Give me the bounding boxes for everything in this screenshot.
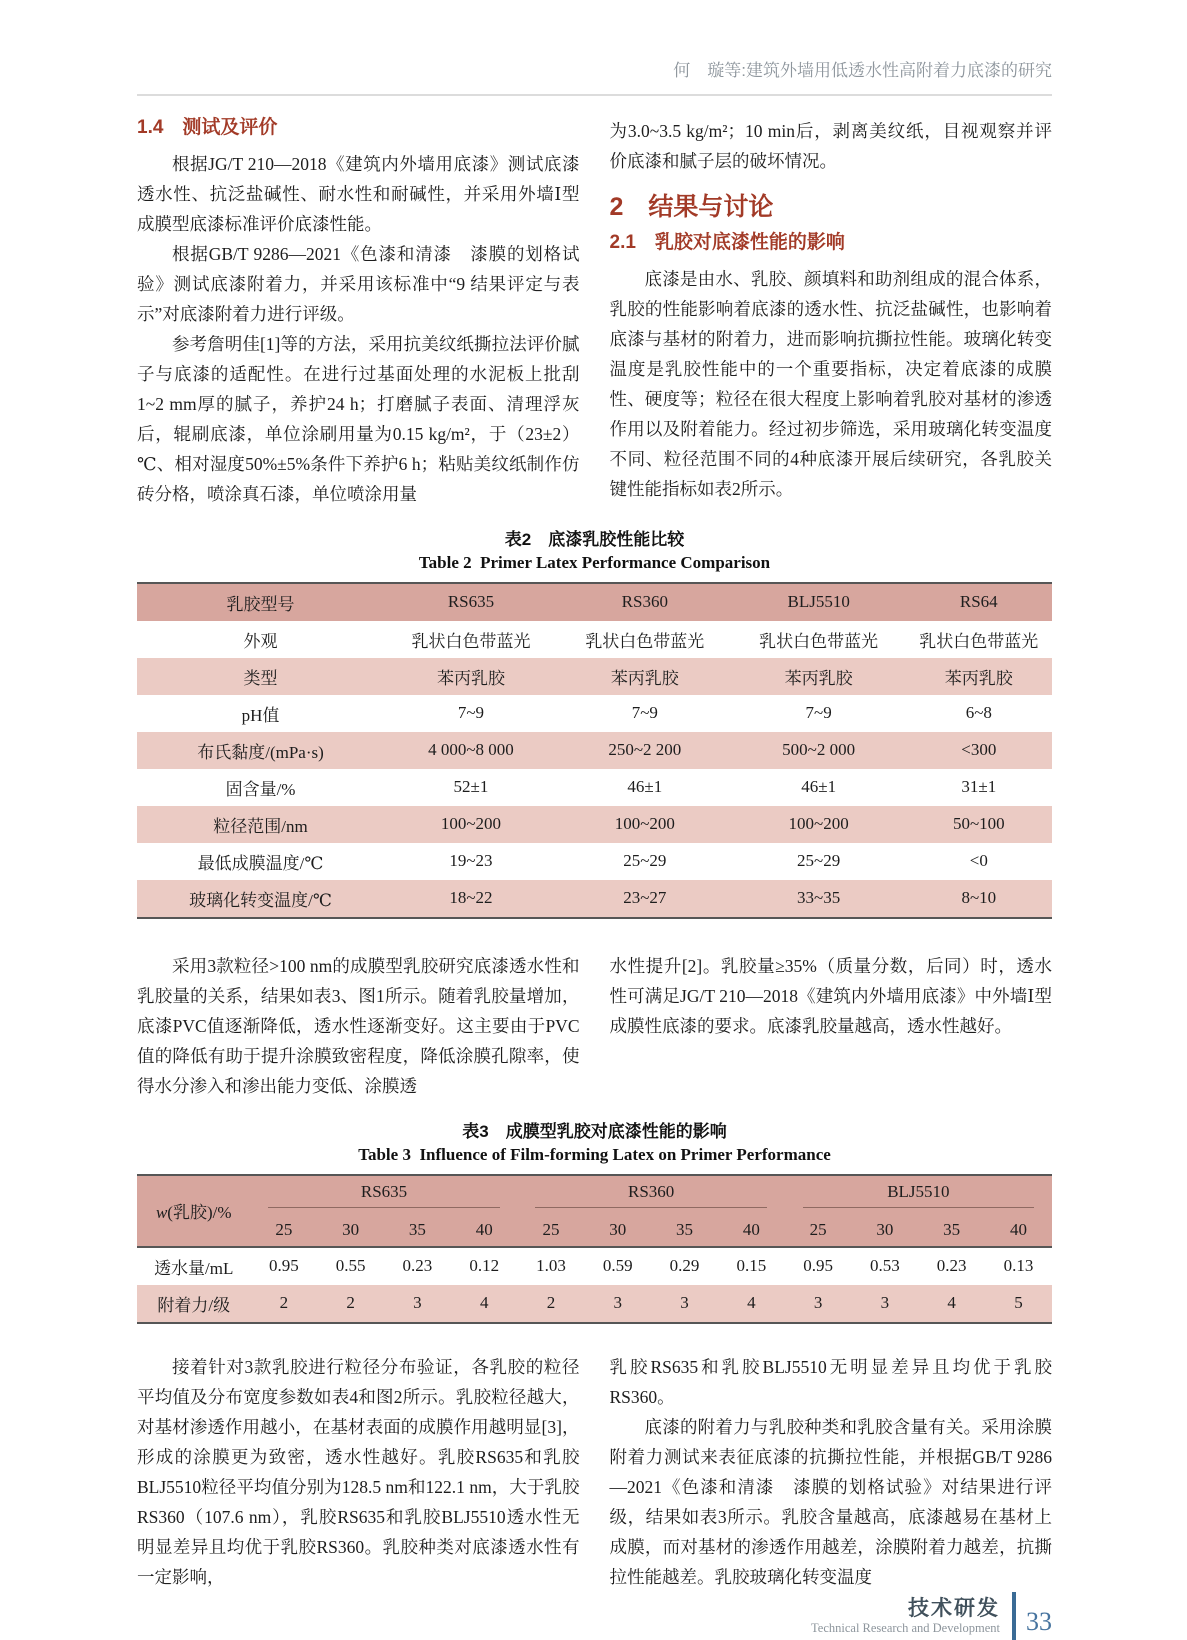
row-label: pH值 xyxy=(241,705,280,725)
table-cell: 4 xyxy=(747,1293,756,1313)
table-cell: 18~22 xyxy=(449,888,493,908)
footer-section-en: Technical Research and Development xyxy=(811,1620,1000,1635)
table-cell: 2 xyxy=(279,1293,289,1313)
table-cell: 46±1 xyxy=(627,777,663,797)
column-left-middle xyxy=(137,937,580,1101)
subcol-header: 40 xyxy=(1010,1219,1028,1239)
table-cell: 苯丙乳胶 xyxy=(436,668,505,688)
paragraph: 底漆的附着力与乳胶种类和乳胶含量有关。采用涂膜附着力测试来表征底漆的抗撕拉性能，并根据GB/T 9286—2021《色漆和清漆 漆膜的划格试验》对结果进行评级，结果如表3所示。乳胶含量越高，底漆越易在基材上成膜，而对基材的渗透作用越差，涂膜附着力越差，抗撕拉性能越差。乳胶玻璃化转变温度 xyxy=(609,1416,1052,1587)
table-cell: 苯丙乳胶 xyxy=(610,668,679,688)
running-head xyxy=(137,56,1052,96)
column-right-top xyxy=(610,96,1053,509)
table-cell: 6~8 xyxy=(965,703,992,723)
subcol-header: 30 xyxy=(342,1219,360,1239)
section-top xyxy=(137,96,1052,509)
footer-divider-bar xyxy=(1012,1592,1016,1640)
paragraph-continuation: 水性提升[2]。乳胶量≥35%（质量分数，后同）时，透水性可满足JG/T 210—2018《建筑内外墙用底漆》中外墙Ⅰ型成膜性底漆的要求。底漆乳胶量越高，透水性越好。 xyxy=(609,955,1052,1036)
table-cell: 100~200 xyxy=(788,814,849,834)
table-cell: 2 xyxy=(346,1293,355,1313)
table-cell: 0.23 xyxy=(936,1256,967,1276)
subcol-header: 25 xyxy=(275,1219,293,1239)
w-symbol: w xyxy=(155,1203,168,1223)
table-cell: 3 xyxy=(413,1293,422,1313)
table2-col-header: 乳胶型号 xyxy=(226,594,295,614)
table-2 xyxy=(137,582,1052,919)
paragraph-continuation: 为3.0~3.5 kg/m²；10 min后，剥离美纹纸，目视观察并评价底漆和腻子层的破坏情况。 xyxy=(609,121,1052,171)
table-cell: 100~200 xyxy=(614,814,675,834)
table-cell: 1.03 xyxy=(536,1256,566,1276)
subcol-header: 40 xyxy=(742,1219,760,1239)
table3-header xyxy=(137,1175,1052,1247)
table-cell: 3 xyxy=(880,1293,890,1313)
table-cell: 苯丙乳胶 xyxy=(784,668,853,688)
table-cell: 25~29 xyxy=(623,851,667,871)
table-cell: 0.15 xyxy=(736,1256,767,1276)
table-cell: 乳状白色带蓝光 xyxy=(585,631,705,651)
table3-group-header: RS360 xyxy=(518,1175,785,1214)
table2-caption-zh: 表2 底漆乳胶性能比较 xyxy=(504,529,685,549)
subcol-header: 40 xyxy=(475,1219,493,1239)
column-right-bottom xyxy=(610,1342,1053,1592)
table-row xyxy=(137,695,1052,732)
paragraph: 根据JG/T 210—2018《建筑内外墙用底漆》测试底漆透水性、抗泛盐碱性、耐水性和耐碱性，并采用外墙Ⅰ型成膜型底漆标准评价底漆性能。 xyxy=(137,153,580,234)
column-left-bottom xyxy=(137,1342,580,1592)
table-3 xyxy=(137,1174,1052,1324)
paragraph: 接着针对3款乳胶进行粒径分布验证，各乳胶的粒径平均值及分布宽度参数如表4和图2所示。乳胶粒径越大，对基材渗透作用越小，在基材表面的成膜作用越明显[3]，形成的涂膜更为致密，透水性越好。乳胶RS635和乳胶BLJ5510粒径平均值分别为128.5 nm和122.1 nm，大于乳胶RS360（107.6 nm），乳胶RS635和乳胶BLJ5510透水性无明显差异且均优于乳胶RS360。乳胶种类对底漆透水性有一定影响， xyxy=(137,1356,580,1587)
table3-group-row xyxy=(137,1175,1052,1214)
table-cell: 3 xyxy=(680,1293,689,1313)
subcol-header: 35 xyxy=(943,1219,961,1239)
footer-section-zh: 技术研发 xyxy=(908,1596,1000,1620)
table-cell: 50~100 xyxy=(952,814,1005,834)
table3-group-header: BLJ5510 xyxy=(785,1175,1052,1214)
table-cell: 25~29 xyxy=(797,851,841,871)
table-cell: 250~2 200 xyxy=(608,740,682,760)
table-cell: 46±1 xyxy=(801,777,837,797)
table-cell: 52±1 xyxy=(453,777,489,797)
table-row xyxy=(137,880,1052,918)
table-cell: 4 xyxy=(479,1293,489,1313)
table-cell: <0 xyxy=(969,851,988,871)
subcol-header: 30 xyxy=(609,1219,627,1239)
table-cell: 4 000~8 000 xyxy=(428,740,514,760)
footer-section xyxy=(811,1596,1000,1636)
running-title: 何 璇等:建筑外墙用低透水性高附着力底漆的研究 xyxy=(673,61,1052,80)
table-cell: 0.95 xyxy=(803,1256,833,1276)
table-cell: 4 xyxy=(947,1293,956,1313)
table2-header-row xyxy=(137,583,1052,621)
row-label: 固含量/% xyxy=(225,779,296,799)
table3-group-header: RS635 xyxy=(250,1175,517,1214)
table3-caption-en: Table 3 Influence of Film-forming Latex on Primer Performance xyxy=(358,1144,831,1164)
section-middle xyxy=(137,937,1052,1101)
table-cell: <300 xyxy=(961,740,997,760)
table-cell: 0.12 xyxy=(469,1256,500,1276)
row-label: 类型 xyxy=(243,668,278,688)
table2-caption-en: Table 2 Primer Latex Performance Comparison xyxy=(418,552,771,572)
table-cell: 8~10 xyxy=(961,888,997,908)
table3-subheader-row xyxy=(137,1214,1052,1247)
table-cell: 7~9 xyxy=(457,703,485,723)
row-label: 透水量/mL xyxy=(154,1258,234,1278)
table-cell: 31±1 xyxy=(961,777,997,797)
row-label: 附着力/级 xyxy=(157,1295,231,1315)
table-row xyxy=(137,806,1052,843)
table-cell: 0.29 xyxy=(669,1256,700,1276)
table-cell: 33~35 xyxy=(797,888,841,908)
paragraph-continuation: 乳胶RS635和乳胶BLJ5510无明显差异且均优于乳胶RS360。 xyxy=(609,1356,1052,1407)
table-cell: 0.53 xyxy=(870,1256,900,1276)
table-cell: 乳状白色带蓝光 xyxy=(759,631,879,651)
paragraph: 底漆是由水、乳胶、颜填料和助剂组成的混合体系，乳胶的性能影响着底漆的透水性、抗泛盐碱性，也影响着底漆与基材的附着力，进而影响抗撕拉性能。玻璃化转变温度是乳胶性能中的一个重要指标，决定着底漆的成膜性、硬度等；粒径在很大程度上影响着乳胶对基材的渗透作用以及附着能力。经过初步筛选，采用玻璃化转变温度不同、粒径范围不同的4种底漆开展后续研究，各乳胶关键性能指标如表2所示。 xyxy=(609,268,1052,499)
section-2-heading: 2 结果与讨论 xyxy=(609,193,774,221)
table-row xyxy=(137,843,1052,880)
table2-col-header: RS635 xyxy=(447,592,495,612)
row-label: 最低成膜温度/℃ xyxy=(197,853,324,873)
table-cell: 0.59 xyxy=(602,1256,633,1276)
paragraph: 参考詹明佳[1]等的方法，采用抗美纹纸撕拉法评价腻子与底漆的适配性。在进行过基面处理的水泥板上批刮1~2 mm厚的腻子，养护24 h；打磨腻子表面、清理浮灰后，辊刷底漆，单位涂刷用量为0.15 kg/m²，于（23±2） ℃、相对湿度50%±5%条件下养护6 h；粘贴美纹纸制作仿砖分格，喷涂真石漆，单位喷涂用量 xyxy=(137,333,580,504)
table-cell: 7~9 xyxy=(631,703,658,723)
column-left-top xyxy=(137,96,580,509)
table-cell: 苯丙乳胶 xyxy=(944,668,1013,688)
table-row xyxy=(137,1247,1052,1285)
table-cell: 2 xyxy=(546,1293,556,1313)
subcol-header: 35 xyxy=(676,1219,694,1239)
row-label: 布氏黏度/(mPa·s) xyxy=(197,742,324,762)
table-cell: 500~2 000 xyxy=(782,740,856,760)
section-2-1-heading: 2.1 乳胶对底漆性能的影响 xyxy=(609,232,845,254)
table-row xyxy=(137,621,1052,658)
table-cell: 19~23 xyxy=(449,851,493,871)
row-label: 外观 xyxy=(243,631,278,651)
subcol-header: 30 xyxy=(876,1219,894,1239)
column-right-middle xyxy=(610,937,1053,1101)
table-row xyxy=(137,769,1052,806)
table-cell: 0.13 xyxy=(1003,1256,1034,1276)
table-cell: 100~200 xyxy=(440,814,502,834)
paragraph: 根据GB/T 9286—2021《色漆和清漆 漆膜的划格试验》测试底漆附着力，并采用该标准中“9 结果评定与表示”对底漆附着力进行评级。 xyxy=(137,243,580,324)
table-row xyxy=(137,1285,1052,1323)
subcol-header: 25 xyxy=(809,1219,827,1239)
subcol-header: 35 xyxy=(408,1219,426,1239)
table-cell: 5 xyxy=(1014,1293,1023,1313)
page-number: 33 xyxy=(1026,1606,1052,1636)
subcol-header: 25 xyxy=(542,1219,560,1239)
table3-row-header xyxy=(137,1175,250,1247)
table2-col-header: RS64 xyxy=(959,592,998,612)
w-rest: (乳胶)/% xyxy=(167,1203,232,1223)
table-cell: 0.23 xyxy=(402,1256,433,1276)
table-cell: 0.55 xyxy=(335,1256,366,1276)
section-bottom xyxy=(137,1342,1052,1592)
table-cell: 3 xyxy=(813,1293,823,1313)
table-cell: 0.95 xyxy=(268,1256,299,1276)
table-cell: 7~9 xyxy=(805,703,832,723)
table-cell: 乳状白色带蓝光 xyxy=(411,631,531,651)
row-label: 玻璃化转变温度/℃ xyxy=(189,890,332,910)
table-cell: 23~27 xyxy=(623,888,667,908)
table3-caption-zh: 表3 成膜型乳胶对底漆性能的影响 xyxy=(462,1121,727,1141)
paragraph: 采用3款粒径>100 nm的成膜型乳胶研究底漆透水性和乳胶量的关系，结果如表3、图1所示。随着乳胶量增加，底漆PVC值逐渐降低，透水性逐渐变好。这主要由于PVC值的降低有助于提升涂膜致密程度，降低涂膜孔隙率，使得水分渗入和渗出能力变低、涂膜透 xyxy=(137,955,580,1096)
table-row xyxy=(137,732,1052,769)
row-label: 粒径范围/nm xyxy=(213,816,308,836)
table-row xyxy=(137,658,1052,695)
table2-col-header: RS360 xyxy=(621,592,668,612)
table2-col-header: BLJ5510 xyxy=(787,592,850,612)
section-1-4-heading: 1.4 测试及评价 xyxy=(137,117,278,138)
page-footer xyxy=(137,1592,1052,1640)
table-cell: 乳状白色带蓝光 xyxy=(919,631,1039,651)
table-cell: 3 xyxy=(613,1293,623,1313)
